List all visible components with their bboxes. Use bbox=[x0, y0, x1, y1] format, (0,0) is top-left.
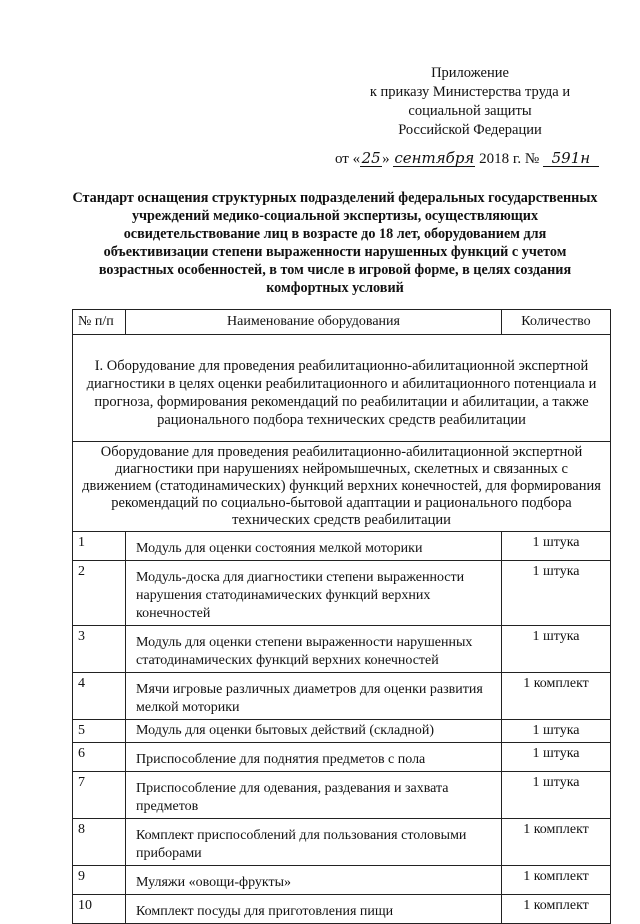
table-row bbox=[73, 743, 611, 772]
row-quantity: 1 комплект bbox=[502, 673, 611, 720]
row-number: 3 bbox=[73, 626, 126, 673]
row-number: 1 bbox=[73, 532, 126, 561]
row-number: 6 bbox=[73, 743, 126, 772]
row-quantity: 1 штука bbox=[502, 743, 611, 772]
row-number: 2 bbox=[73, 561, 126, 626]
appendix-line: социальной защиты bbox=[408, 103, 532, 119]
appendix-line: Российской Федерации bbox=[398, 122, 542, 138]
table-row bbox=[73, 561, 611, 626]
appendix-line: Приложение bbox=[431, 65, 509, 81]
table-row bbox=[73, 895, 611, 924]
document-title: Стандарт оснащения структурных подразделений федеральных государственных учреждений медико-социальной экспертизы, осуществляющих освидетельствование лиц в возрасте до 18 лет, оборудованием для объективизации степени выраженности нарушенных функций с учетом возрастных особенностей, в том числе в игровой форме, в целях создания комфортных условий bbox=[72, 190, 598, 296]
table-row bbox=[73, 673, 611, 720]
subsection-row bbox=[73, 442, 611, 532]
header-quantity: Количество bbox=[502, 310, 611, 335]
row-quantity: 1 комплект bbox=[502, 866, 611, 895]
table-row bbox=[73, 866, 611, 895]
row-number: 5 bbox=[73, 720, 126, 743]
table-row bbox=[73, 772, 611, 819]
row-quantity: 1 штука bbox=[502, 626, 611, 673]
row-quantity: 1 комплект bbox=[502, 895, 611, 924]
order-prefix: от « bbox=[335, 151, 361, 167]
order-number: 591н bbox=[543, 150, 599, 167]
subsection-heading: Оборудование для проведения реабилитационно-абилитационной экспертной диагностики при нарушениях нейромышечных, скелетных и связанных с движением (статодинамических) функций верхних конечностей, для формирования рекомендаций по социально-бытовой адаптации и рационального подбора технических средств реабилитации bbox=[73, 442, 611, 532]
header-number: № п/п bbox=[73, 310, 126, 335]
row-number: 7 bbox=[73, 772, 126, 819]
row-name: Приспособление для одевания, раздевания и захвата предметов bbox=[126, 772, 502, 819]
order-reference bbox=[335, 150, 625, 168]
row-quantity: 1 штука bbox=[502, 772, 611, 819]
table-row bbox=[73, 532, 611, 561]
row-name: Модуль для оценки бытовых действий (складной) bbox=[126, 720, 502, 743]
header-name: Наименование оборудования bbox=[126, 310, 502, 335]
row-quantity: 1 штука bbox=[502, 532, 611, 561]
order-day: 25 bbox=[361, 149, 381, 167]
equipment-table bbox=[72, 309, 611, 924]
row-quantity: 1 штука bbox=[502, 720, 611, 743]
row-name: Комплект приспособлений для пользования столовыми приборами bbox=[126, 819, 502, 866]
row-number: 9 bbox=[73, 866, 126, 895]
section-heading: I. Оборудование для проведения реабилитационно-абилитационной экспертной диагностики в целях оценки реабилитационного и абилитационного потенциала и прогноза, формирования рекомендаций по реабилитации и абилитации, а также рационального подбора технических средств реабилитации bbox=[73, 335, 611, 442]
table-row bbox=[73, 626, 611, 673]
row-name: Модуль для оценки степени выраженности нарушенных статодинамических функций верхних конечностей bbox=[126, 626, 502, 673]
table-row bbox=[73, 720, 611, 743]
row-quantity: 1 комплект bbox=[502, 819, 611, 866]
appendix-block bbox=[335, 64, 605, 140]
order-mid: » bbox=[382, 151, 390, 167]
order-year: 2018 г. № bbox=[479, 151, 540, 167]
row-name: Модуль для оценки состояния мелкой моторики bbox=[126, 532, 502, 561]
appendix-line: к приказу Министерства труда и bbox=[369, 84, 571, 100]
section-row bbox=[73, 335, 611, 442]
row-name: Комплект посуды для приготовления пищи bbox=[126, 895, 502, 924]
row-name: Модуль-доска для диагностики степени выраженности нарушения статодинамических функций верхних конечностей bbox=[126, 561, 502, 626]
table-row bbox=[73, 819, 611, 866]
order-month: сентября bbox=[394, 149, 475, 167]
row-name: Мячи игровые различных диаметров для оценки развития мелкой моторики bbox=[126, 673, 502, 720]
row-name: Муляжи «овощи-фрукты» bbox=[126, 866, 502, 895]
table-header-row bbox=[73, 310, 611, 335]
row-quantity: 1 штука bbox=[502, 561, 611, 626]
row-number: 8 bbox=[73, 819, 126, 866]
row-number: 10 bbox=[73, 895, 126, 924]
row-name: Приспособление для поднятия предметов с пола bbox=[126, 743, 502, 772]
row-number: 4 bbox=[73, 673, 126, 720]
